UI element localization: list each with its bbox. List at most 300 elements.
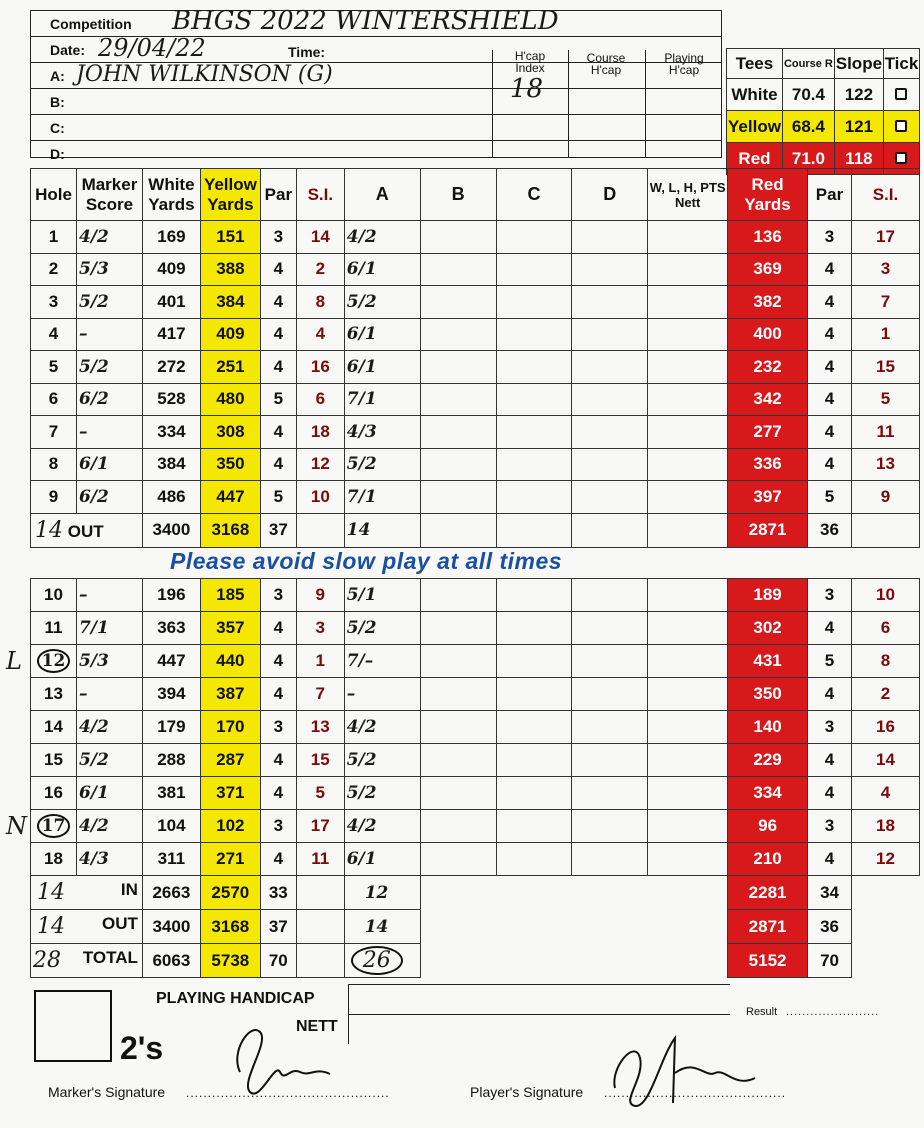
player-c-score[interactable]: [496, 318, 572, 351]
time-label: Time:: [288, 44, 326, 60]
hole-number: 4: [31, 318, 77, 351]
wlh-points[interactable]: [648, 286, 728, 319]
marker-score[interactable]: –: [76, 678, 142, 711]
player-b-score[interactable]: [420, 286, 496, 319]
hole-row: [31, 351, 920, 384]
in-yellow: 2570: [200, 876, 260, 910]
competition-value: BHGS 2022 WINTERSHIELD: [172, 6, 559, 36]
hole-number: 13: [31, 678, 77, 711]
player-c-score[interactable]: [496, 711, 572, 744]
wlh-points[interactable]: [648, 221, 728, 254]
out-white: 3400: [142, 513, 200, 547]
player-b-score[interactable]: [420, 448, 496, 481]
white-yards: 169: [142, 221, 200, 254]
player-b-score[interactable]: [420, 221, 496, 254]
par: 4: [260, 777, 296, 810]
yellow-yards: 251: [200, 351, 260, 384]
marker-score[interactable]: 4/2: [76, 221, 142, 254]
stroke-index: 18: [296, 416, 344, 449]
player-b-score[interactable]: [420, 481, 496, 514]
red-par: 4: [808, 351, 852, 384]
yellow-yards: 151: [200, 221, 260, 254]
yellow-yards: 185: [200, 579, 260, 612]
red-yards: 302: [728, 612, 808, 645]
wlh-points[interactable]: [648, 351, 728, 384]
tee-name-white: White: [727, 79, 783, 111]
stroke-index: 16: [296, 351, 344, 384]
d-label: D:: [50, 146, 65, 162]
white-yards: 417: [142, 318, 200, 351]
circled-hole-number: 12: [37, 649, 71, 673]
player-b-score[interactable]: [420, 645, 496, 678]
player-d-score[interactable]: [572, 253, 648, 286]
white-yards: 363: [142, 612, 200, 645]
red-yards: 369: [728, 253, 808, 286]
white-yards: 409: [142, 253, 200, 286]
player-c-score[interactable]: [496, 843, 572, 876]
stroke-index: 14: [296, 221, 344, 254]
red-stroke-index: 2: [852, 678, 920, 711]
tees-header: Tees: [727, 49, 783, 79]
red-par: 4: [808, 253, 852, 286]
stroke-index: 3: [296, 612, 344, 645]
player-c-score[interactable]: [496, 351, 572, 384]
wlh-points[interactable]: [648, 777, 728, 810]
wlh-points[interactable]: [648, 448, 728, 481]
player-c-score[interactable]: [496, 777, 572, 810]
margin-note: L: [6, 646, 22, 675]
white-yards: 394: [142, 678, 200, 711]
stroke-index: 12: [296, 448, 344, 481]
red-par: 3: [808, 810, 852, 843]
hole-row: [31, 286, 920, 319]
twos-box[interactable]: [34, 990, 112, 1062]
marker-score[interactable]: –: [76, 579, 142, 612]
tee-name-red: Red: [727, 143, 783, 175]
tee-slope-white: 122: [834, 79, 883, 111]
player-d-score[interactable]: [572, 744, 648, 777]
par: 3: [260, 810, 296, 843]
wlh-points[interactable]: [648, 383, 728, 416]
player-d-score[interactable]: [572, 383, 648, 416]
out2-white: 3400: [142, 910, 200, 944]
marker-score[interactable]: 7/1: [76, 612, 142, 645]
player-b-header: B: [420, 169, 496, 221]
stroke-index: 6: [296, 383, 344, 416]
player-b-score[interactable]: [420, 253, 496, 286]
marker-score[interactable]: 6/1: [76, 448, 142, 481]
white-yards: 447: [142, 645, 200, 678]
hole-row: [31, 416, 920, 449]
in-par: 33: [260, 876, 296, 910]
player-d-score[interactable]: [572, 286, 648, 319]
tee-name-yellow: Yellow: [727, 111, 783, 143]
player-c-score[interactable]: [496, 645, 572, 678]
total-row: [31, 944, 920, 978]
yellow-yards: 102: [200, 810, 260, 843]
hole-row: [31, 221, 920, 254]
red-yards: 140: [728, 711, 808, 744]
player-d-score[interactable]: [572, 221, 648, 254]
red-stroke-index: 9: [851, 481, 919, 514]
scorecard: Competition BHGS 2022 WINTERSHIELD Date: 29/04/22 Time: A: JOHN WILKINSON (G) B: C: D: H'cap Index 18 Course H'cap Playing H'cap Tees Course R Slope Tick White 70.4 122 Yellow 68.4 121 Red 71.0 118 Hole Marker Score White Yards Yellow Yards Par S.I. A B C D W, L, H, PTS Nett Red Yards Par S.I. 1 4/2 169 151 3 14 4/2 136 3 17 2 5/3 409 388 4 2 6/1 369 4 3 3 5/2 401 384 4 8 5/2 382 4 7 4 – 417 409 4 4 6/1 400 4 1 5 5/2 272 251 4 16 6/1 232 4 15 6 6/2 528 480 5 6 7/1 342 4 5 7 – 334 308 4 18 4/3 277 4 11 8 6/1 384 350 4 12 5/2 336 4 13 9 6/2 486 447 5 10 7/1 397 5 9 14 OUT 3400 3168 37 14 2871 36 Please avoid slow play at all times 10 – 196 185 3 9 5/1 189 3 10 11 7/1 363 357 4 3 5/2 302 4 6 12 5/3 447 440 4 1 7/– 431 5 8 13 – 394 387 4 7 – 350 4 2 14 4/2 179 170 3 13 4/2 140 3 16 15 5/2 288 287 4 15 5/2 229 4 14 16 6/1 381 371 4 5 5/2 334 4 4 17 4/2 104 102 3 17 4/2 96 3 18 18 4/3 311 271 4 11 6/1 210 4 12 14 IN 2663 2570 33 12 2281 34 14 OUT 3400 3168 37 14 2871 36 28 TOTAL 6063 5738 70 26 5152 70 2's PLAYING HANDICAP NETT Result ....................... Marker's Signature ............................................... Player's Signature ..........................................: [0, 0, 924, 1128]
player-c-score[interactable]: [496, 253, 572, 286]
total-a-cell: [344, 944, 420, 978]
marker-signature-label: Marker's Signature: [48, 1084, 166, 1100]
in-row: [31, 876, 920, 910]
player-d-score[interactable]: [572, 645, 648, 678]
slope-header: Slope: [834, 49, 883, 79]
total-marker: 28: [33, 948, 61, 973]
par: 4: [260, 843, 296, 876]
player-d-score[interactable]: [572, 579, 648, 612]
competition-label: Competition: [50, 16, 132, 32]
red-par: 4: [808, 612, 852, 645]
white-yards-header: White Yards: [142, 169, 200, 221]
out2-a-total: 14: [344, 910, 420, 944]
player-a-score[interactable]: 6/1: [344, 318, 420, 351]
player-c-score[interactable]: [496, 612, 572, 645]
playing-hcap-label: Playing H'cap: [664, 51, 704, 77]
total-white: 6063: [142, 944, 200, 978]
hole-number: 5: [31, 351, 77, 384]
player-b-score[interactable]: [420, 579, 496, 612]
red-par: 5: [808, 481, 852, 514]
yellow-yards: 271: [200, 843, 260, 876]
player-a-score[interactable]: 4/2: [344, 221, 420, 254]
marker-score[interactable]: 5/2: [76, 351, 142, 384]
player-a-score[interactable]: 5/2: [344, 448, 420, 481]
out-yellow: 3168: [200, 513, 260, 547]
player-c-score[interactable]: [496, 448, 572, 481]
red-yards: 342: [728, 383, 808, 416]
red-par: 4: [808, 777, 852, 810]
date-value: 29/04/22: [98, 34, 206, 62]
hole-number: 18: [31, 843, 77, 876]
tick-checkbox-white[interactable]: [883, 79, 919, 111]
total-row-label: [31, 944, 143, 978]
yellow-yards: 287: [200, 744, 260, 777]
hole-header: Hole: [31, 169, 77, 221]
c-label: C:: [50, 120, 65, 136]
yellow-yards: 170: [200, 711, 260, 744]
marker-score[interactable]: 5/3: [76, 253, 142, 286]
hole-row: [31, 777, 920, 810]
marker-score[interactable]: –: [76, 416, 142, 449]
player-c-score[interactable]: [496, 579, 572, 612]
out2-par: 37: [260, 910, 296, 944]
hole-row: [31, 318, 920, 351]
par: 4: [260, 678, 296, 711]
player-b-score[interactable]: [420, 711, 496, 744]
marker-score[interactable]: 4/3: [76, 843, 142, 876]
wlh-points[interactable]: [648, 579, 728, 612]
wlh-points[interactable]: [648, 253, 728, 286]
playing-handicap-label: PLAYING HANDICAP: [156, 990, 315, 1007]
yellow-yards: 308: [200, 416, 260, 449]
hole-row: [31, 253, 920, 286]
player-c-header: C: [496, 169, 572, 221]
wlh-points[interactable]: [648, 612, 728, 645]
player-d-score[interactable]: [572, 810, 648, 843]
player-a-score[interactable]: 7/1: [344, 481, 420, 514]
white-yards: 486: [142, 481, 200, 514]
out2-label: OUT: [102, 914, 138, 933]
par: 4: [260, 645, 296, 678]
marker-signature-image: [220, 1012, 340, 1107]
red-stroke-index: 11: [851, 416, 919, 449]
player-a-score[interactable]: 5/2: [344, 286, 420, 319]
player-a-score[interactable]: 7/–: [344, 645, 420, 678]
out2-red-par: 36: [808, 910, 852, 944]
in-a-total: 12: [344, 876, 420, 910]
player-a-score[interactable]: 5/2: [344, 777, 420, 810]
out-row: [31, 513, 920, 547]
player-b-score[interactable]: [420, 810, 496, 843]
red-stroke-index: 18: [852, 810, 920, 843]
player-a-score[interactable]: 5/1: [344, 579, 420, 612]
white-yards: 381: [142, 777, 200, 810]
stroke-index: 8: [296, 286, 344, 319]
back-nine-table: [30, 578, 920, 978]
hole-number: 2: [31, 253, 77, 286]
tee-slope-red: 118: [834, 143, 883, 175]
par: 4: [260, 351, 296, 384]
a-label: A:: [50, 68, 65, 84]
red-stroke-index: 1: [851, 318, 919, 351]
marker-score[interactable]: 6/2: [76, 383, 142, 416]
white-yards: 104: [142, 810, 200, 843]
in-row-label: [31, 876, 143, 910]
stroke-index: 2: [296, 253, 344, 286]
wlh-points[interactable]: [648, 678, 728, 711]
player-a-score[interactable]: 5/2: [344, 744, 420, 777]
hole-row: [31, 810, 920, 843]
red-stroke-index: 14: [852, 744, 920, 777]
par: 3: [260, 221, 296, 254]
player-d-score[interactable]: [572, 448, 648, 481]
red-yards: 96: [728, 810, 808, 843]
circled-hole-number: 17: [37, 814, 71, 838]
tees-table: [726, 48, 920, 175]
player-c-score[interactable]: [496, 416, 572, 449]
player-a-score[interactable]: 5/2: [344, 612, 420, 645]
twos-label: 2's: [120, 1030, 164, 1066]
tee-rating-yellow: 68.4: [782, 111, 834, 143]
player-d-score[interactable]: [572, 351, 648, 384]
yellow-yards: 357: [200, 612, 260, 645]
player-b-score[interactable]: [420, 744, 496, 777]
player-a-score[interactable]: 4/2: [344, 711, 420, 744]
tee-rating-white: 70.4: [782, 79, 834, 111]
margin-note: N: [6, 811, 27, 840]
stroke-index: 1: [296, 645, 344, 678]
player-b-score[interactable]: [420, 351, 496, 384]
player-a-score[interactable]: 4/2: [344, 810, 420, 843]
red-yards: 189: [728, 579, 808, 612]
hole-row: [31, 481, 920, 514]
player-a-score[interactable]: 7/1: [344, 383, 420, 416]
red-yards: 334: [728, 777, 808, 810]
player-d-score[interactable]: [572, 612, 648, 645]
wlh-points[interactable]: [648, 645, 728, 678]
par-header: Par: [260, 169, 296, 221]
player-signature-label: Player's Signature: [470, 1084, 584, 1100]
par: 5: [260, 383, 296, 416]
white-yards: 401: [142, 286, 200, 319]
marker-score[interactable]: 4/2: [76, 711, 142, 744]
player-c-score[interactable]: [496, 810, 572, 843]
si-header: S.I.: [296, 169, 344, 221]
player-c-score[interactable]: [496, 678, 572, 711]
total-yellow: 5738: [200, 944, 260, 978]
red-par: 4: [808, 448, 852, 481]
red-stroke-index: 6: [852, 612, 920, 645]
red-yards: 400: [728, 318, 808, 351]
white-yards: 288: [142, 744, 200, 777]
player-b-score[interactable]: [420, 843, 496, 876]
total-red: 5152: [728, 944, 808, 978]
out2-row-label: [31, 910, 143, 944]
marker-score[interactable]: –: [76, 318, 142, 351]
hole-row: [31, 383, 920, 416]
stroke-index: 13: [296, 711, 344, 744]
out-row-2: [31, 910, 920, 944]
out-par: 37: [260, 513, 296, 547]
yellow-yards: 409: [200, 318, 260, 351]
red-stroke-index: 15: [851, 351, 919, 384]
player-d-score[interactable]: [572, 318, 648, 351]
player-a-score[interactable]: 4/3: [344, 416, 420, 449]
player-b-score[interactable]: [420, 416, 496, 449]
player-c-score[interactable]: [496, 481, 572, 514]
hole-row: [31, 678, 920, 711]
red-yards: 210: [728, 843, 808, 876]
hole-number: 8: [31, 448, 77, 481]
player-d-header: D: [572, 169, 648, 221]
wlh-points[interactable]: [648, 744, 728, 777]
wlh-points[interactable]: [648, 481, 728, 514]
red-stroke-index: 3: [851, 253, 919, 286]
red-yards: 229: [728, 744, 808, 777]
hole-row: [31, 448, 920, 481]
marker-score[interactable]: 4/2: [76, 810, 142, 843]
player-c-score[interactable]: [496, 221, 572, 254]
red-stroke-index: 4: [852, 777, 920, 810]
wlh-header: W, L, H, PTS Nett: [648, 169, 728, 221]
yellow-yards: 388: [200, 253, 260, 286]
par: 4: [260, 318, 296, 351]
in-white: 2663: [142, 876, 200, 910]
tick-checkbox-yellow[interactable]: [883, 111, 919, 143]
wlh-points[interactable]: [648, 318, 728, 351]
red-yards: 136: [728, 221, 808, 254]
player-d-score[interactable]: [572, 481, 648, 514]
par: 4: [260, 416, 296, 449]
marker-score[interactable]: 5/3: [76, 645, 142, 678]
player-b-score[interactable]: [420, 678, 496, 711]
player-b-score[interactable]: [420, 383, 496, 416]
red-par: 4: [808, 286, 852, 319]
player-c-score[interactable]: [496, 383, 572, 416]
wlh-points[interactable]: [648, 711, 728, 744]
player-c-score[interactable]: [496, 286, 572, 319]
player-b-score[interactable]: [420, 612, 496, 645]
marker-score[interactable]: 6/1: [76, 777, 142, 810]
hole-number: 6: [31, 383, 77, 416]
red-par: 4: [808, 383, 852, 416]
player-a-score[interactable]: 6/1: [344, 253, 420, 286]
hcap-index-label: H'cap Index: [514, 49, 546, 75]
out2-red: 2871: [728, 910, 808, 944]
hole-number: 1: [31, 221, 77, 254]
red-par: 4: [808, 416, 852, 449]
in-red-par: 34: [808, 876, 852, 910]
red-par: 4: [808, 678, 852, 711]
wlh-points[interactable]: [648, 843, 728, 876]
player-d-score[interactable]: [572, 777, 648, 810]
player-d-score[interactable]: [572, 678, 648, 711]
hole-number: 7: [31, 416, 77, 449]
total-a-circled: 26: [351, 946, 403, 975]
wlh-points[interactable]: [648, 416, 728, 449]
hole-number: [31, 810, 77, 843]
marker-score[interactable]: 5/2: [76, 286, 142, 319]
yellow-yards-header: Yellow Yards: [200, 169, 260, 221]
player-c-score[interactable]: [496, 744, 572, 777]
par: 4: [260, 744, 296, 777]
yellow-yards: 384: [200, 286, 260, 319]
course-hcap-label: Course H'cap: [586, 51, 626, 77]
yellow-yards: 480: [200, 383, 260, 416]
par: 4: [260, 448, 296, 481]
hole-row: [31, 645, 920, 678]
stroke-index: 17: [296, 810, 344, 843]
in-red: 2281: [728, 876, 808, 910]
player-d-score[interactable]: [572, 843, 648, 876]
player-a-score[interactable]: –: [344, 678, 420, 711]
stroke-index: 4: [296, 318, 344, 351]
white-yards: 384: [142, 448, 200, 481]
red-par: 3: [808, 579, 852, 612]
player-b-score[interactable]: [420, 777, 496, 810]
marker-score-header: Marker Score: [76, 169, 142, 221]
red-stroke-index: 16: [852, 711, 920, 744]
total-label: TOTAL: [82, 948, 138, 967]
red-yards-header: Red Yards: [728, 169, 808, 221]
player-d-score[interactable]: [572, 416, 648, 449]
red-par: 5: [808, 645, 852, 678]
tee-rating-red: 71.0: [782, 143, 834, 175]
white-yards: 311: [142, 843, 200, 876]
par: 4: [260, 286, 296, 319]
marker-score[interactable]: 6/2: [76, 481, 142, 514]
slow-play-banner: Please avoid slow play at all times: [170, 548, 563, 574]
red-par: 4: [808, 318, 852, 351]
stroke-index: 11: [296, 843, 344, 876]
wlh-points[interactable]: [648, 810, 728, 843]
player-d-score[interactable]: [572, 711, 648, 744]
result-label: Result: [746, 1006, 778, 1018]
front-nine-table: [30, 168, 920, 548]
marker-score[interactable]: 5/2: [76, 744, 142, 777]
white-yards: 334: [142, 416, 200, 449]
stroke-index: 7: [296, 678, 344, 711]
player-b-score[interactable]: [420, 318, 496, 351]
player-a-score[interactable]: 6/1: [344, 843, 420, 876]
red-stroke-index: 7: [851, 286, 919, 319]
player-a-score[interactable]: 6/1: [344, 351, 420, 384]
